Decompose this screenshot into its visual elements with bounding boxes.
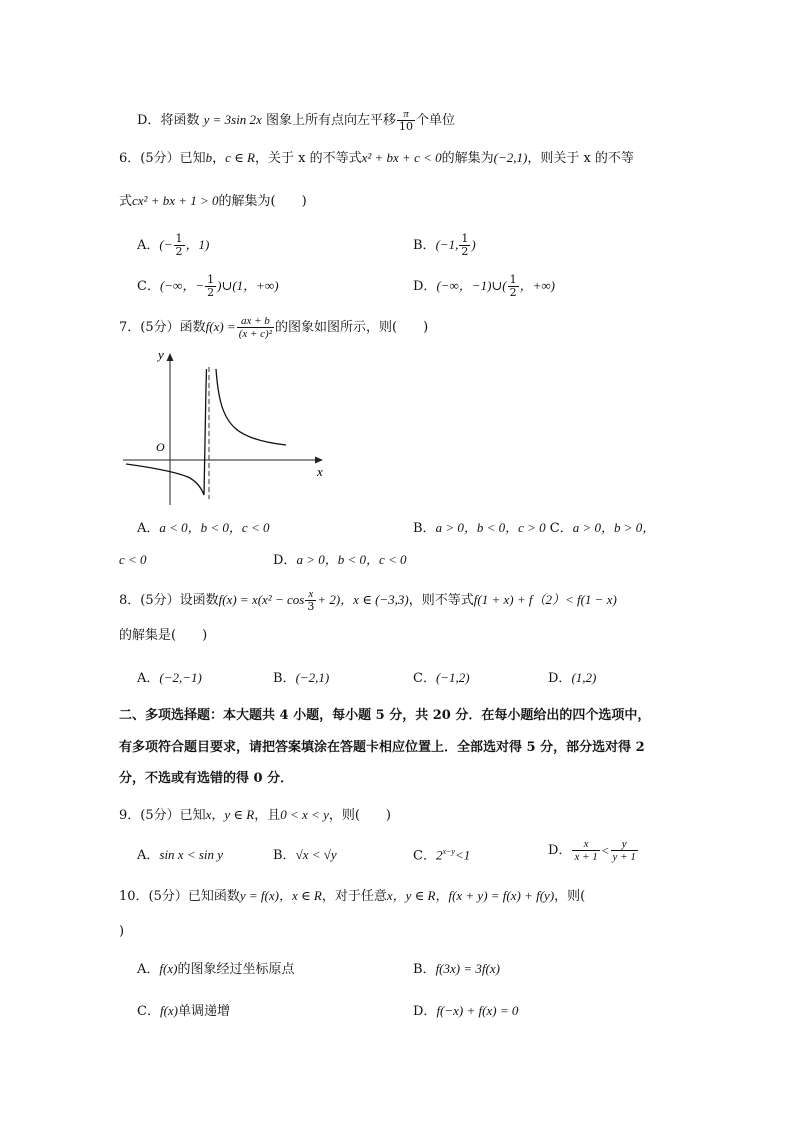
- math-expr: (−1,2): [435, 670, 470, 685]
- numerator: π: [397, 108, 415, 121]
- option-label: C．: [137, 1004, 160, 1019]
- curve-left-branch: [126, 369, 207, 495]
- math-expr: ): [471, 237, 476, 253]
- question-text: ，则不等式: [408, 593, 474, 609]
- math-expr: (−: [159, 237, 173, 253]
- option-label: C．: [549, 521, 573, 536]
- q9-option-c: [413, 848, 470, 862]
- math-expr: ，x ∈ (−3,3): [340, 592, 409, 608]
- option-text: 将函数: [160, 113, 200, 129]
- q6-option-a: [137, 233, 209, 258]
- option-label: D．: [137, 113, 161, 129]
- option-label: D．: [413, 1004, 437, 1019]
- q7-option-a: [137, 521, 269, 535]
- q8-option-b: [273, 671, 329, 685]
- question-text: 的图象如图所示，则( ): [275, 320, 429, 336]
- numerator: x: [305, 588, 316, 601]
- option-label: B．: [273, 848, 296, 863]
- q8-option-a: [137, 671, 202, 685]
- graph-origin-label: O: [156, 440, 165, 454]
- question-text: ，: [212, 151, 226, 166]
- denominator: 2: [509, 286, 517, 300]
- question-text: 9．(5分）已知: [119, 808, 206, 823]
- math-expr: a < 0，b < 0，c < 0: [159, 520, 270, 535]
- math-expr: a > 0，b < 0，c < 0: [296, 552, 407, 567]
- math-expr: y = 3sin 2x: [203, 112, 262, 128]
- q6-option-c: [137, 274, 279, 299]
- curve-right-branch: [216, 369, 286, 445]
- math-expr: (−∞，−: [159, 278, 205, 294]
- option-label: B．: [413, 238, 436, 254]
- q10-option-c: [137, 1004, 230, 1018]
- section2-line2: 有多项符合题目要求，请把答案填涂在答题卡相应位置上．全部选对得 5 分，部分选对得 2: [119, 740, 645, 755]
- option-label: C．: [137, 279, 160, 295]
- math-expr: (1,2): [571, 670, 597, 685]
- option-label: C．: [413, 848, 436, 864]
- fraction: [572, 838, 599, 863]
- math-expr: ，+∞): [519, 278, 556, 294]
- option-text: 单调递增: [178, 1004, 231, 1019]
- option-label: B．: [273, 671, 296, 686]
- q6-option-b: [413, 233, 476, 258]
- math-expr: x，y ∈ R: [386, 888, 436, 903]
- math-expr: c ∈ R: [225, 150, 255, 165]
- math-expr: )∪(1，+∞): [217, 278, 279, 294]
- denominator: (x + c)²: [238, 328, 272, 341]
- q10-option-a: [137, 962, 294, 976]
- q7-option-c-continued: [119, 553, 147, 567]
- fraction: [611, 838, 638, 863]
- numerator: 1: [175, 232, 183, 245]
- fraction: [174, 233, 185, 258]
- math-expr: (−∞，−1)∪(: [436, 278, 507, 294]
- fraction: [237, 315, 274, 340]
- numerator: ax + b: [237, 315, 274, 328]
- fraction: [459, 233, 470, 258]
- math-expr: ，f(x + y) = f(x) + f(y): [435, 888, 555, 903]
- option-label: B．: [413, 521, 436, 536]
- question-text: ，则关于 x 的不等: [527, 151, 634, 166]
- math-expr: 0 < x < y: [280, 807, 329, 822]
- option-label: C．: [413, 671, 436, 686]
- option-label: A．: [137, 521, 160, 536]
- q9-option-d: [548, 838, 639, 863]
- question-text: ，且: [254, 808, 281, 823]
- option-label: D．: [413, 279, 437, 295]
- q9-stem: [119, 808, 391, 822]
- option-text: 个单位: [415, 113, 455, 129]
- denominator: 3: [307, 600, 315, 614]
- q8-option-d: [548, 671, 596, 685]
- math-expr: ，x ∈ R: [278, 888, 322, 903]
- graph-y-label: y: [158, 347, 164, 362]
- numerator: 1: [509, 273, 517, 286]
- q6-option-d: [413, 274, 555, 299]
- numerator: y: [611, 838, 638, 851]
- math-expr: (−2,1): [295, 670, 330, 685]
- fraction: [305, 588, 316, 613]
- q7-option-d: [273, 553, 407, 567]
- q6-stem-line1: [119, 151, 634, 165]
- question-text: ，则( ): [328, 808, 391, 823]
- math-expr: (−1,: [435, 237, 459, 253]
- math-expr: f(x): [159, 961, 178, 976]
- numerator: x: [572, 838, 599, 851]
- denominator: x + 1: [574, 851, 598, 864]
- graph-x-label: x: [317, 464, 323, 479]
- math-expr: f(3x) = 3f(x): [435, 961, 500, 976]
- section2-line1: 二、多项选择题：本大题共 4 小题，每小题 5 分，共 20 分．在每小题给出的四个选项中，: [119, 708, 651, 723]
- q5-option-d: [137, 108, 455, 133]
- q8-stem-line1: [119, 588, 617, 613]
- q6-stem-line2: [119, 194, 307, 208]
- exponent: x−y: [442, 847, 455, 856]
- question-text: 式: [119, 194, 133, 209]
- option-label: A．: [137, 848, 160, 863]
- question-text: 的解集是( ): [119, 628, 208, 643]
- fraction: [397, 108, 415, 133]
- q7-option-b-c-line: [413, 521, 655, 535]
- q9-option-a: [137, 848, 223, 862]
- question-text: 7．(5分）函数: [119, 320, 206, 336]
- option-label: D．: [548, 843, 572, 859]
- option-label: B．: [413, 962, 436, 977]
- option-text: 图象上所有点向左平移: [265, 113, 396, 129]
- math-expr: x，y ∈ R: [205, 807, 255, 822]
- math-expr: <1: [454, 847, 471, 863]
- math-expr: √x < √y: [295, 847, 337, 862]
- question-text: 8．(5分）设函数: [119, 593, 219, 609]
- option-label: D．: [548, 671, 572, 686]
- math-expr: sin x < sin y: [159, 847, 224, 862]
- math-expr: (−2,1): [493, 150, 528, 165]
- numerator: 1: [461, 232, 469, 245]
- denominator: y + 1: [612, 851, 636, 864]
- math-expr: y = f(x): [239, 888, 279, 903]
- fraction: [205, 274, 216, 299]
- question-text: ，则(: [554, 889, 586, 904]
- math-expr: cx² + bx + 1 > 0: [132, 193, 219, 208]
- math-expr: + 2): [317, 592, 341, 608]
- q10-stem-line1: [119, 889, 585, 903]
- math-expr: c < 0: [119, 552, 147, 567]
- question-text: ，关于 x 的不等式: [254, 151, 362, 166]
- q10-option-d: [413, 1004, 518, 1018]
- q8-stem-line2: [119, 629, 207, 642]
- math-expr: f(x) =: [205, 319, 236, 335]
- option-label: A．: [137, 962, 160, 977]
- question-text: 的解集为: [441, 151, 494, 166]
- option-label: D．: [273, 553, 297, 568]
- math-expr: (−2,−1): [159, 670, 202, 685]
- y-axis-arrow-icon: [167, 353, 174, 361]
- math-expr: f(x): [159, 1003, 178, 1018]
- math-expr: 2: [435, 847, 443, 863]
- option-text: 的图象经过坐标原点: [177, 962, 295, 977]
- math-expr: f(−x) + f(x) = 0: [436, 1003, 519, 1018]
- fraction: [508, 274, 519, 299]
- question-text: ，对于任意: [321, 889, 387, 904]
- math-expr: b: [205, 150, 213, 165]
- math-expr: a > 0，b > 0，: [572, 520, 656, 535]
- denominator: 2: [207, 286, 215, 300]
- denominator: 2: [175, 245, 183, 259]
- option-label: A．: [137, 671, 160, 686]
- math-expr: ，1): [185, 237, 210, 253]
- section2-line3: 分，不选或有选错的得 0 分．: [119, 771, 294, 786]
- math-expr: <: [600, 843, 610, 859]
- math-expr: x² + bx + c < 0: [361, 150, 442, 165]
- q10-option-b: [413, 962, 500, 976]
- q7-function-graph: [118, 347, 338, 512]
- denominator: 10: [398, 120, 413, 134]
- math-expr: f(1 + x) + f（2）< f(1 − x): [473, 592, 617, 608]
- x-axis-arrow-icon: [315, 457, 323, 464]
- q9-option-b: [273, 848, 337, 862]
- option-label: A．: [137, 238, 160, 254]
- math-expr: f(x) = x(x² − cos: [218, 592, 305, 608]
- q8-option-c: [413, 671, 470, 685]
- math-expr: a > 0，b < 0，c > 0: [435, 520, 546, 535]
- question-text: 6．(5分）已知: [119, 151, 206, 166]
- denominator: 2: [461, 245, 469, 259]
- question-text: 10．(5分）已知函数: [119, 889, 240, 904]
- q7-stem: [119, 315, 428, 340]
- q10-stem-line2: ): [119, 924, 125, 939]
- question-text: 的解集为( ): [218, 194, 307, 209]
- numerator: 1: [207, 273, 215, 286]
